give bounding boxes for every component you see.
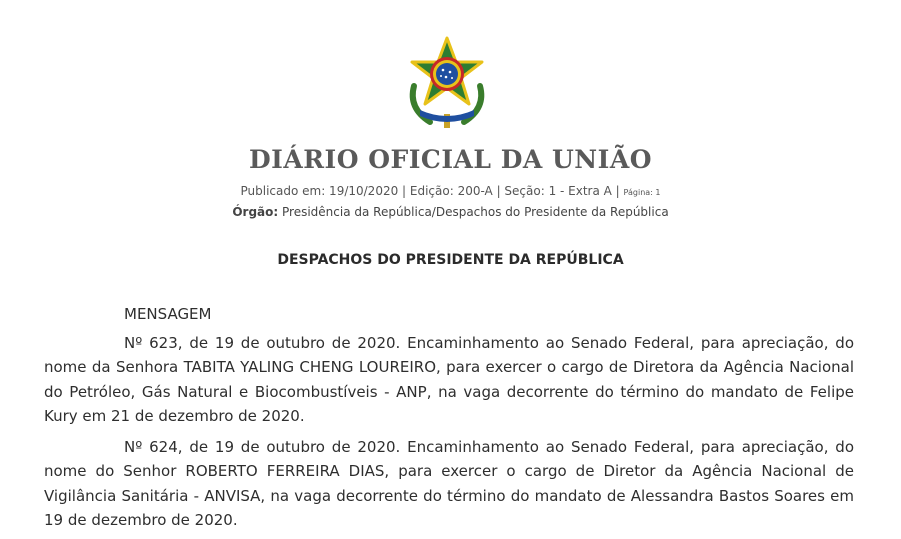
brazil-coat-of-arms-icon: [400, 36, 494, 132]
orgao-line: [0, 205, 901, 219]
publication-info-text: Publicado em: 19/10/2020 | Edição: 200-A | Seção: 1 - Extra A |: [240, 184, 624, 198]
content-heading: MENSAGEM: [124, 305, 212, 323]
orgao-label: Órgão:: [232, 205, 279, 219]
section-title: DESPACHOS DO PRESIDENTE DA REPÚBLICA: [277, 252, 624, 268]
document-body: [44, 302, 854, 539]
page-title: DIÁRIO OFICIAL DA UNIÃO: [248, 145, 653, 174]
paragraph: Nº 623, de 19 de outubro de 2020. Encaminhamento ao Senado Federal, para apreciação, do nome da Senhora TABITA YALING CHENG LOUREIRO, para exercer o cargo de Diretora da Agência Nacional do Petróleo, Gás Natural e Biocombustíveis - ANP, na vaga decorrente do término do mandato de Felipe Kury em 21 de dezembro de 2020.: [44, 333, 854, 425]
page-label: Página: 1: [623, 188, 661, 197]
orgao-value: Presidência da República/Despachos do Presidente da República: [278, 205, 669, 219]
publication-info: [0, 184, 901, 198]
paragraph: Nº 624, de 19 de outubro de 2020. Encaminhamento ao Senado Federal, para apreciação, do nome do Senhor ROBERTO FERREIRA DIAS, para exercer o cargo de Diretor da Agência Nacional de Vigilância Sanitária - ANVISA, na vaga decorrente do término do mandato de Alessandra Bastos Soares em 19 de dezembro de 2020.: [44, 437, 854, 529]
